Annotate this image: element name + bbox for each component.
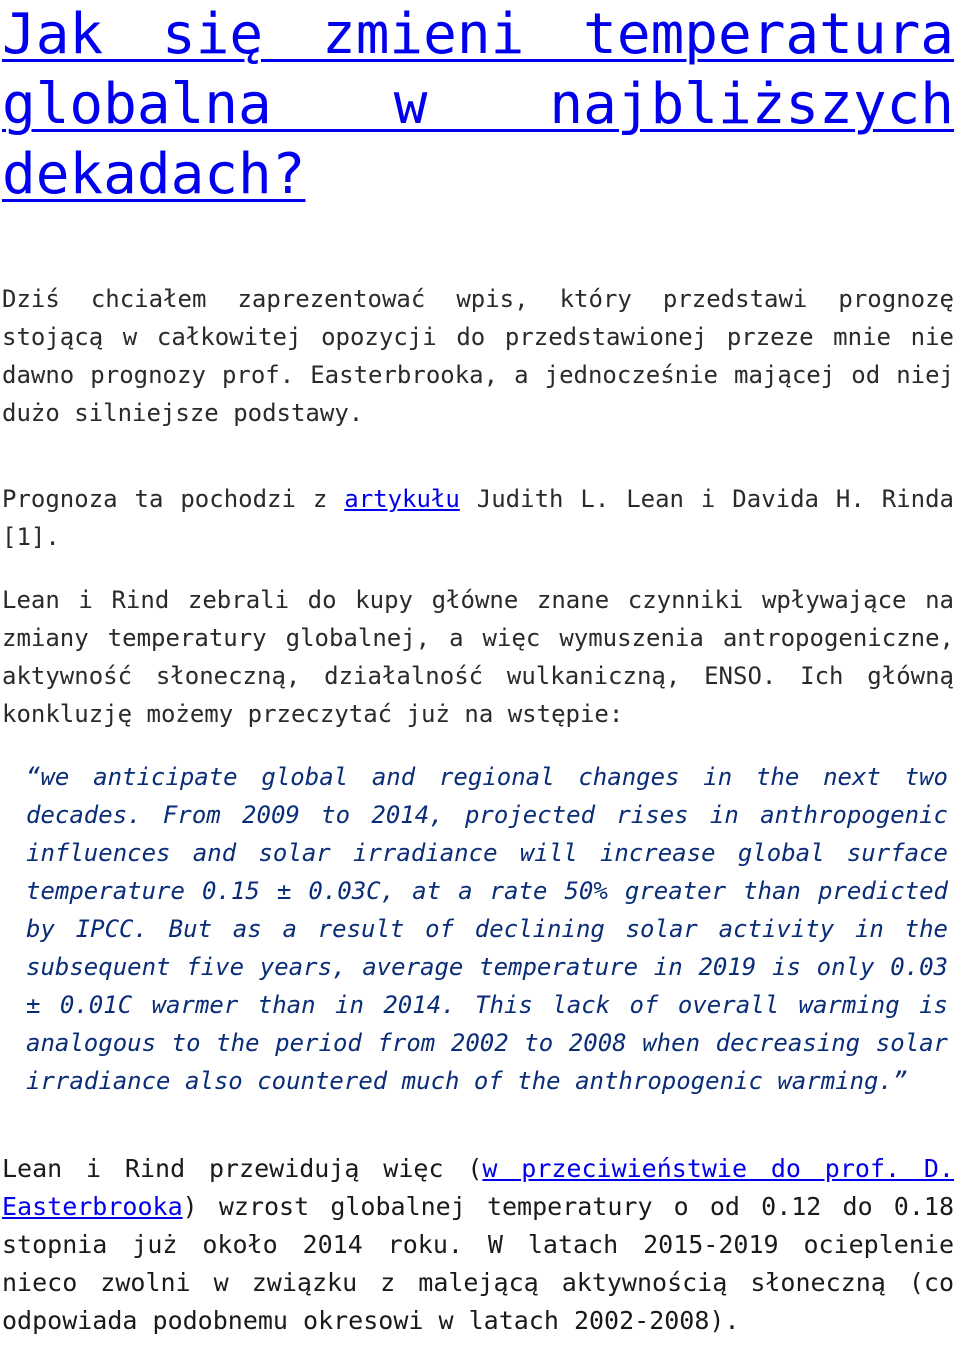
conclusion-text-after: ) wzrost globalnej temperatury o od 0.12 do 0.18 stopnia już około 2014 roku. W latach 2015-2019 ocieplenie nieco zwolni w związku z malejącą aktywnością słoneczną (co odpowiada podobnemu okresowi w latach 2002-2008). [2,1192,954,1335]
factors-paragraph: Lean i Rind zebrali do kupy główne znane czynniki wpływające na zmiany temperatury globalnej, a więc wymuszenia antropogeniczne, aktywność słoneczną, działalność wulkaniczną, ENSO. Ich główną konkluzję możemy przeczytać już na wstępie: [2,586,954,728]
page-title [2,0,954,210]
article-link[interactable]: artykułu [344,485,460,513]
intro-paragraph: Dziś chciałem zaprezentować wpis, który przedstawi prognozę stojącą w całkowitej opozycji do przedstawionej przeze mnie nie dawno prognozy prof. Easterbrooka, a jednocześnie mającej od niej dużo silniejsze podstawy. [2,285,954,427]
title-link[interactable]: Jak się zmieni temperatura globalna w najbliższych dekadach? [2,2,954,207]
conclusion-paragraph [2,1150,954,1340]
easterbrook-link[interactable]: w przeciwieństwie do prof. D. Easterbrooka [2,1154,954,1221]
source-text-after: Judith L. Lean i Davida H. Rinda [1]. [2,485,954,551]
source-paragraph [2,480,954,556]
conclusion-text-before: Lean i Rind przewidują więc ( [2,1154,483,1183]
quote-block: “we anticipate global and regional changes in the next two decades. From 2009 to 2014, projected rises in anthropogenic influences and solar irradiance will increase global surface temperature 0.15 ± 0.03C, at a rate 50% greater than predicted by IPCC. But as a result of declining solar activity in the subsequent five years, average temperature in 2019 is only 0.03 ± 0.01C warmer than in 2014. This lack of overall warming is analogous to the period from 2002 to 2008 when decreasing solar irradiance also countered much of the anthropogenic warming.” [26,763,948,1095]
source-text-before: Prognoza ta pochodzi z [2,485,345,513]
